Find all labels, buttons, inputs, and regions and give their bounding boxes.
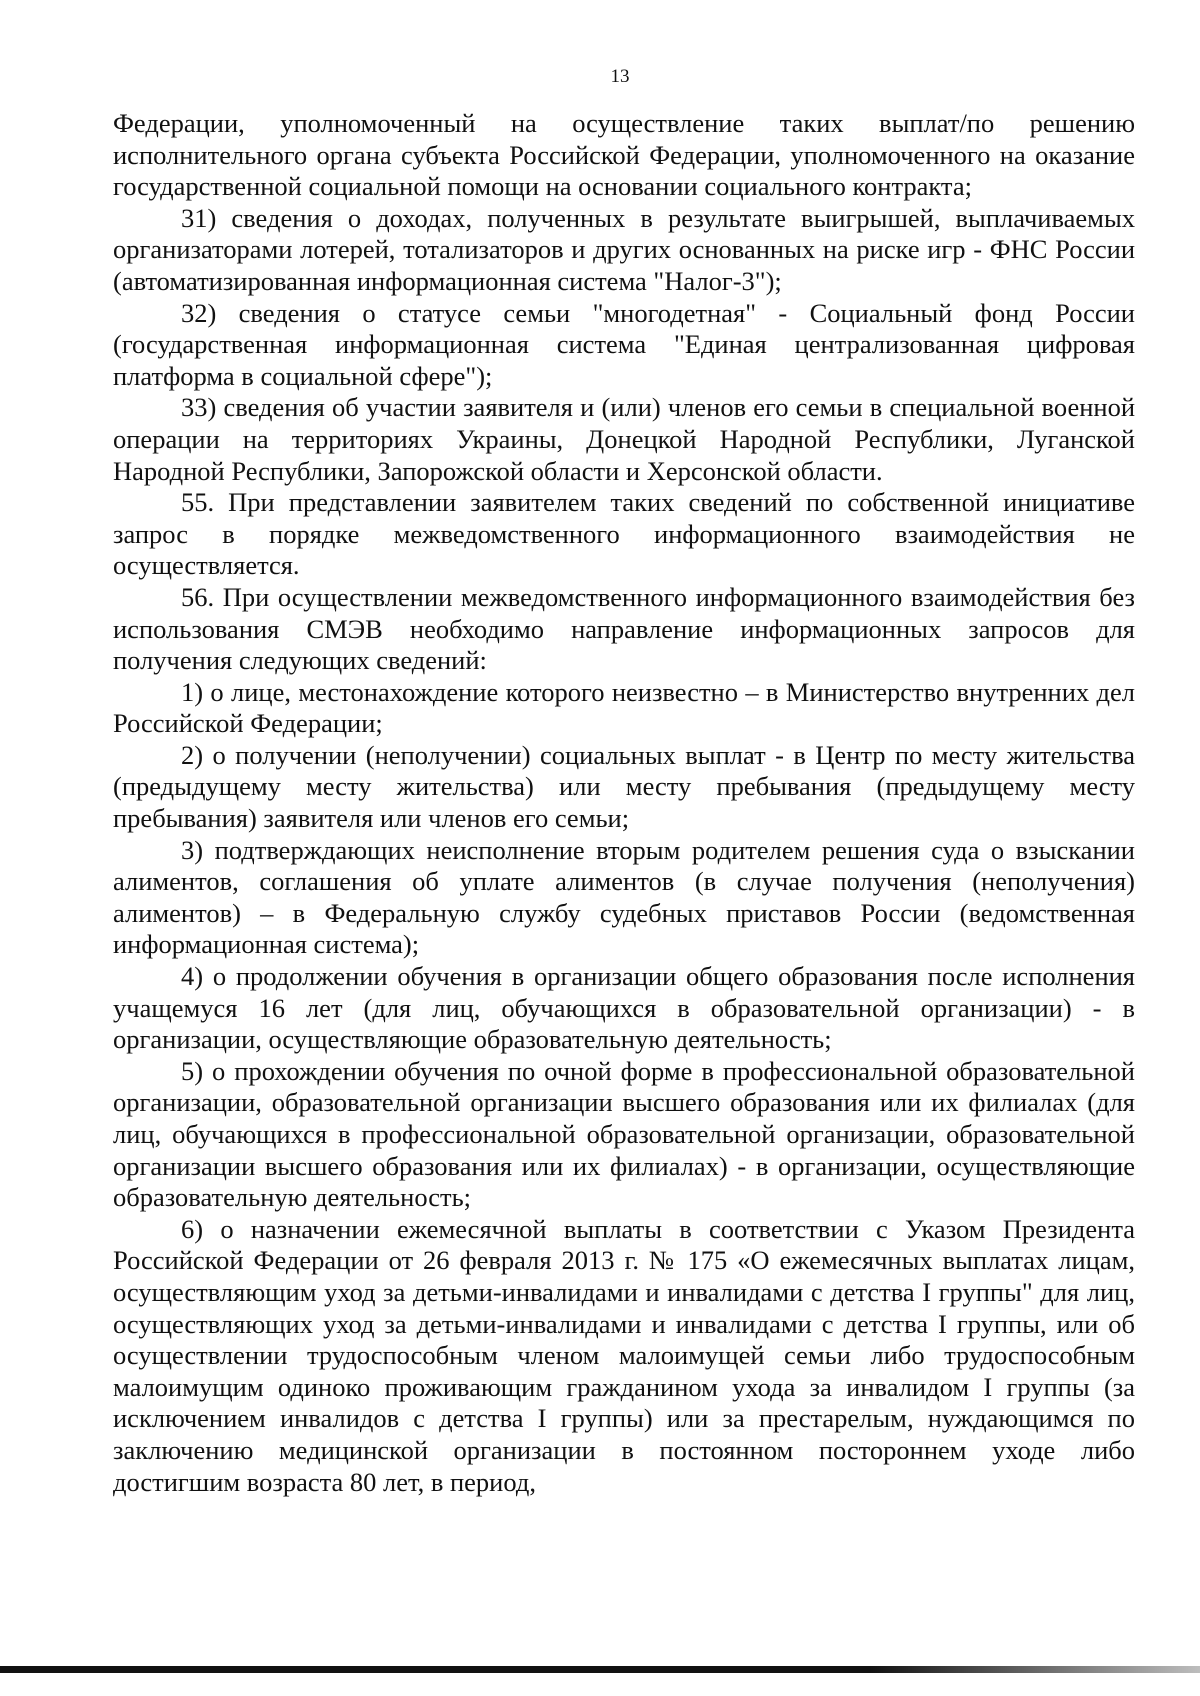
paragraph-item-33: 33) сведения об участии заявителя и (или) членов его семьи в специальной военной операции на территориях Украины, Донецкой Народной Республики, Луганской Народной Республики, Запорожской области и Херсонской области. — [113, 392, 1135, 486]
paragraph-clause-55: 55. При представлении заявителем таких сведений по собственной инициативе запрос в порядке межведомственного информационного взаимодействия не осуществляется. — [113, 487, 1135, 581]
paragraph-clause-56: 56. При осуществлении межведомственного информационного взаимодействия без использования СМЭВ необходимо направление информационных запросов для получения следующих сведений: — [113, 581, 1135, 676]
scan-bottom-edge-fade — [870, 1666, 1200, 1673]
paragraph-sub-4: 4) о продолжении обучения в организации общего образования после исполнения учащемуся 16 лет (для лиц, обучающихся в образовательной организации) - в организации, осуществляющие образовательную деятельность; — [113, 961, 1135, 1055]
paragraph-item-31: 31) сведения о доходах, полученных в результате выигрышей, выплачиваемых организаторами лотерей, тотализаторов и других основанных на риске игр - ФНС России (автоматизированная информационная система "Налог-3"); — [113, 202, 1135, 296]
paragraph-sub-5: 5) о прохождении обучения по очной форме в профессиональной образовательной организации, образовательной организации высшего образования или их филиалах (для лиц, обучающихся в профессиональной образовательной организации, образовательной организации высшего образования или их филиалах) - в организации, осуществляющие образовательную деятельность; — [113, 1055, 1135, 1213]
paragraph-sub-3: 3) подтверждающих неисполнение вторым родителем решения суда о взыскании алиментов, соглашения об уплате алиментов (в случае получения (неполучения) алиментов) – в Федеральную службу судебных приставов России (ведомственная информационная система); — [113, 834, 1135, 960]
paragraph-sub-1: 1) о лице, местонахождение которого неизвестно – в Министерство внутренних дел Российской Федерации; — [113, 676, 1135, 739]
paragraph-sub-6: 6) о назначении ежемесячной выплаты в соответствии с Указом Президента Российской Федерации от 26 февраля 2013 г. № 175 «О ежемесячных выплатах лицам, осуществляющим уход за детьми-инвалидами и инвалидами с детства I группы" для лиц, осуществляющих уход за детьми-инвалидами и инвалидами с детства I группы, или об осуществлении трудоспособным членом малоимущей семьи либо трудоспособным малоимущим одиноко проживающим гражданином ухода за инвалидом I группы (за исключением инвалидов с детства I группы) или за престарелым, нуждающимся по заключению медицинской организации в постоянном постороннем уходе либо достигшим возраста 80 лет, в период, — [113, 1213, 1135, 1497]
paragraph-sub-2: 2) о получении (неполучении) социальных выплат - в Центр по месту жительства (предыдущему месту жительства) или месту пребывания (предыдущему месту пребывания) заявителя или членов его семьи; — [113, 739, 1135, 834]
paragraph-continuation: Федерации, уполномоченный на осуществление таких выплат/по решению исполнительного органа субъекта Российской Федерации, уполномоченного на оказание государственной социальной помощи на основании социального контракта; — [113, 108, 1135, 202]
page-number: 13 — [610, 66, 630, 87]
document-body — [113, 108, 1135, 1498]
paragraph-item-32: 32) сведения о статусе семьи "многодетная" - Социальный фонд России (государственная информационная система "Единая централизованная цифровая платформа в социальной сфере"); — [113, 297, 1135, 391]
